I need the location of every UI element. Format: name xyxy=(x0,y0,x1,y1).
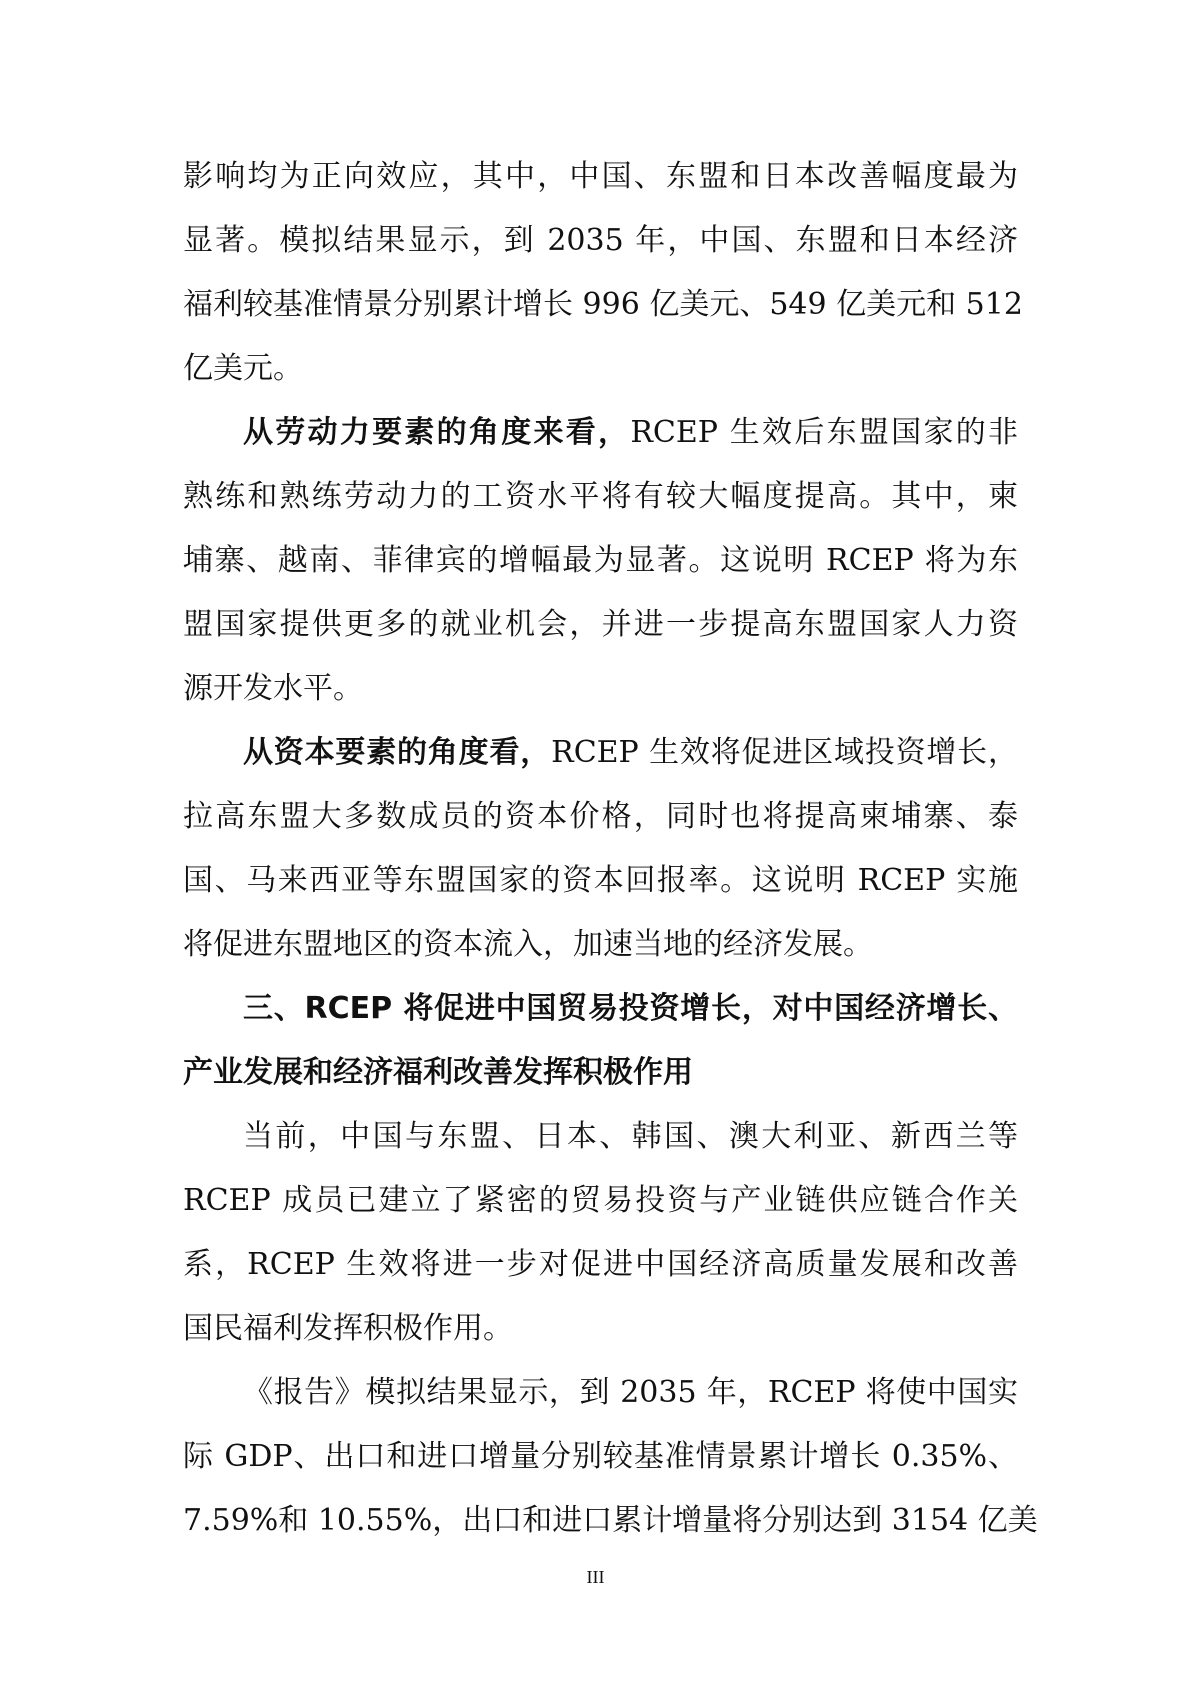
paragraph-capital xyxy=(183,721,1018,977)
text-line: 国、马来西亚等东盟国家的资本回报率。这说明 RCEP 实施 xyxy=(183,863,1018,898)
heading-line: 三、RCEP 将促进中国贸易投资增长，对中国经济增长、 xyxy=(243,991,1018,1026)
section-heading xyxy=(183,977,1018,1105)
body-text xyxy=(183,145,1038,1553)
text-line: 盟国家提供更多的就业机会，并进一步提高东盟国家人力资 xyxy=(183,607,1018,642)
text-line: 际 GDP、出口和进口增量分别较基准情景累计增长 0.35%、 xyxy=(183,1439,1018,1474)
page-number: III xyxy=(586,1567,605,1587)
text-line: 将促进东盟地区的资本流入，加速当地的经济发展。 xyxy=(183,927,873,962)
text-fragment: RCEP 生效将促进区域投资增长， xyxy=(551,735,1018,770)
paragraph-welfare xyxy=(183,145,1023,401)
text-line: 7.59%和 10.55%，出口和进口累计增量将分别达到 3154 亿美 xyxy=(183,1503,1038,1538)
text-line: 拉高东盟大多数成员的资本价格，同时也将提高柬埔寨、泰 xyxy=(183,799,1018,834)
paragraph-report xyxy=(183,1361,1038,1553)
emphasis-lead: 从劳动力要素的角度来看， xyxy=(243,415,631,450)
text-fragment: RCEP 生效后东盟国家的非 xyxy=(630,415,1019,450)
paragraph-current xyxy=(183,1105,1018,1361)
paragraph-labor xyxy=(183,401,1018,721)
text-line: 埔寨、越南、菲律宾的增幅最为显著。这说明 RCEP 将为东 xyxy=(183,543,1018,578)
text-line: 源开发水平。 xyxy=(183,671,363,706)
text-line: 当前，中国与东盟、日本、韩国、澳大利亚、新西兰等 xyxy=(243,1119,1018,1154)
text-line xyxy=(183,401,1018,465)
text-line: 国民福利发挥积极作用。 xyxy=(183,1311,513,1346)
text-line: 福利较基准情景分别累计增长 996 亿美元、549 亿美元和 512 xyxy=(183,287,1023,322)
text-line: 《报告》模拟结果显示，到 2035 年，RCEP 将使中国实 xyxy=(243,1375,1018,1410)
text-line xyxy=(183,721,1018,785)
text-line: 显著。模拟结果显示，到 2035 年，中国、东盟和日本经济 xyxy=(183,223,1018,258)
text-line: 亿美元。 xyxy=(183,351,303,386)
text-line: 系，RCEP 生效将进一步对促进中国经济高质量发展和改善 xyxy=(183,1247,1018,1282)
emphasis-lead: 从资本要素的角度看， xyxy=(243,735,552,770)
heading-line: 产业发展和经济福利改善发挥积极作用 xyxy=(183,1055,693,1090)
text-line: 熟练和熟练劳动力的工资水平将有较大幅度提高。其中，柬 xyxy=(183,479,1018,514)
text-line: 影响均为正向效应，其中，中国、东盟和日本改善幅度最为 xyxy=(183,159,1018,194)
text-line: RCEP 成员已建立了紧密的贸易投资与产业链供应链合作关 xyxy=(183,1183,1018,1218)
